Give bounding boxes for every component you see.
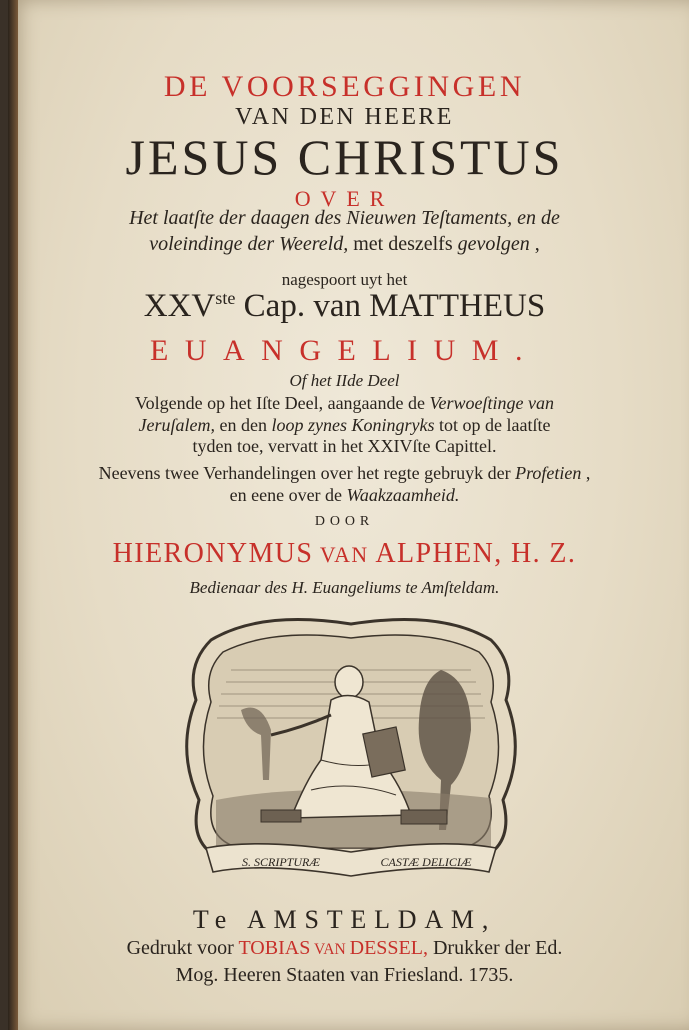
title-line-voorseggingen: DE VOORSEGGINGEN — [163, 70, 526, 103]
imprint-printer-last: DESSEL, — [349, 937, 428, 959]
text-line-door: DOOR — [314, 514, 375, 529]
subtitle-line-2-b: met deszelfs — [348, 233, 458, 255]
title-line-van-den-heere: VAN DEN HEERE — [235, 104, 454, 130]
chapter-superscript: ste — [215, 288, 236, 308]
text-line-volgende-a: Volgende op het Iſte Deel, aangaande de — [134, 393, 430, 413]
vignette-motto-left: S. SCRIPTURÆ — [242, 855, 320, 869]
text-line-iide-deel: Of het IIde Deel — [289, 371, 400, 390]
author-particle: VAN — [313, 543, 376, 567]
imprint-city: Te AMSTELDAM, — [192, 905, 497, 934]
text-line-volgende — [0, 393, 689, 414]
text-line-neevens-b: Profetien — [515, 463, 582, 483]
subtitle-line-2-c: gevolgen — [457, 233, 530, 255]
imprint-printer-particle: VAN — [310, 941, 350, 958]
imprint-printer-a: Gedrukt voor — [126, 937, 239, 959]
author-first-name: HIERONYMUS — [112, 538, 314, 569]
text-line-jerusalem-a: Jeruſalem, — [138, 415, 216, 435]
text-line-neevens — [0, 463, 689, 484]
subtitle-line-2 — [0, 233, 689, 256]
text-line-nagespoort: nagespoort uyt het — [281, 270, 408, 289]
chapter-numeral: XXV — [143, 288, 216, 324]
printers-vignette-engraving — [171, 610, 531, 895]
text-line-tyden: tyden toe, vervatt in het XXIVſte Capittel. — [192, 436, 497, 456]
chapter-mattheus: Cap. van MATTHEUS — [235, 288, 546, 324]
text-line-volgende-b: Verwoeſtinge van — [429, 393, 555, 413]
imprint-printer-e: Drukker der Ed. — [427, 937, 563, 959]
text-line-jerusalem-b: en den — [215, 415, 272, 435]
title-line-over: OVER — [294, 186, 395, 211]
title-line-euangelium: EUANGELIUM. — [150, 334, 539, 367]
author-name — [0, 538, 689, 570]
text-line-waakzaamheid-b: Waakzaamheid. — [346, 485, 460, 505]
text-line-jerusalem — [0, 415, 689, 436]
vignette-motto-right: CASTÆ DELICIÆ — [380, 855, 472, 869]
text-line-waakzaamheid — [0, 485, 689, 506]
imprint-year: Mog. Heeren Staaten van Friesland. 1735. — [175, 964, 514, 986]
subtitle-line-2-a: voleindinge der Weereld, — [149, 233, 349, 255]
title-line-jesus-christus: JESUS CHRISTUS — [125, 129, 564, 185]
subtitle-line-1 — [0, 207, 689, 230]
author-title: Bedienaar des H. Euangeliums te Amſteldam. — [189, 578, 500, 597]
imprint-printer — [0, 937, 689, 960]
subtitle-line-2-d: , — [529, 233, 540, 255]
author-last-name: ALPHEN, H. Z. — [375, 538, 577, 569]
text-line-jerusalem-d: tot op de laatſte — [434, 415, 551, 435]
subtitle-line-1-a: Het laatſte der daagen des Nieuwen Teſtaments, — [129, 207, 513, 229]
text-line-jerusalem-c: loop zynes Koningryks — [271, 415, 435, 435]
subtitle-line-1-b: en de — [512, 207, 560, 229]
title-line-mattheus — [0, 288, 689, 325]
text-line-neevens-a: Neevens twee Verhandelingen over het regte gebruyk der — [98, 463, 516, 483]
text-line-neevens-c: , — [581, 463, 591, 483]
imprint-printer-first: TOBIAS — [238, 937, 311, 959]
text-line-waakzaamheid-a: en eene over de — [229, 485, 347, 505]
